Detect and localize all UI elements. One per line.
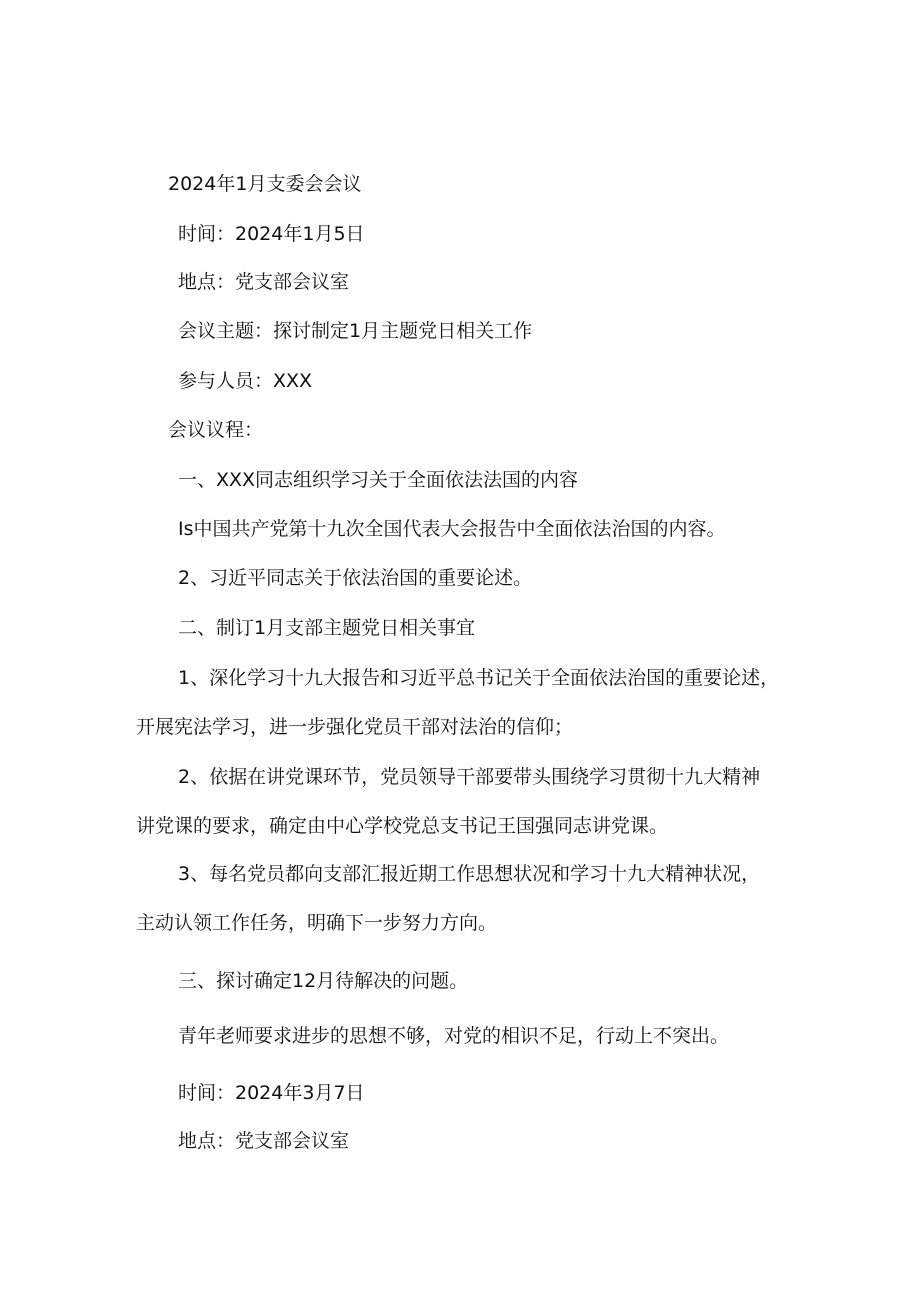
agenda-item-2-sub-1-line1: 1、深化学习十九大报告和习近平总书记关于全面依法治国的重要论述， [178, 667, 780, 689]
agenda-item-2: 二、制订1月支部主题党日相关事宜 [178, 617, 476, 639]
agenda-item-3-sub-1: 青年老师要求进步的思想不够，对党的相识不足，行动上不突出。 [178, 1025, 730, 1047]
agenda-item-2-sub-1-line2: 开展宪法学习，进一步强化党员干部对法治的信仰； [136, 716, 574, 738]
agenda-item-2-sub-3-line1: 3、每名党员都向支部汇报近期工作思想状况和学习十九大精神状况， [178, 863, 761, 885]
document-title: 2024年1月支委会会议 [168, 173, 362, 195]
meeting-participants: 参与人员：XXX [178, 370, 313, 392]
agenda-item-3: 三、探讨确定12月待解决的问题。 [178, 970, 469, 992]
agenda-item-2-sub-2-line2: 讲党课的要求，确定由中心学校党总支书记王国强同志讲党课。 [136, 815, 669, 837]
meeting-time: 时间：2024年1月5日 [178, 223, 365, 245]
meeting-theme: 会议主题：探讨制定1月主题党日相关工作 [178, 320, 533, 342]
agenda-item-2-sub-3-line2: 主动认领工作任务，明确下一步努力方向。 [136, 912, 498, 934]
second-meeting-time: 时间：2024年3月7日 [178, 1082, 365, 1104]
agenda-item-2-sub-2-line1: 2、依据在讲党课环节，党员领导干部要带头围绕学习贯彻十九大精神 [178, 766, 761, 788]
agenda-item-1-sub-2: 2、习近平同志关于依法治国的重要论述。 [178, 567, 533, 589]
second-meeting-place: 地点：党支部会议室 [178, 1130, 350, 1152]
agenda-item-1-sub-1: Is中国共产党第十九次全国代表大会报告中全面依法治国的内容。 [178, 518, 726, 540]
agenda-item-1: 一、XXX同志组织学习关于全面依法法国的内容 [178, 469, 579, 491]
meeting-place: 地点：党支部会议室 [178, 271, 350, 293]
agenda-heading: 会议议程： [168, 419, 264, 441]
